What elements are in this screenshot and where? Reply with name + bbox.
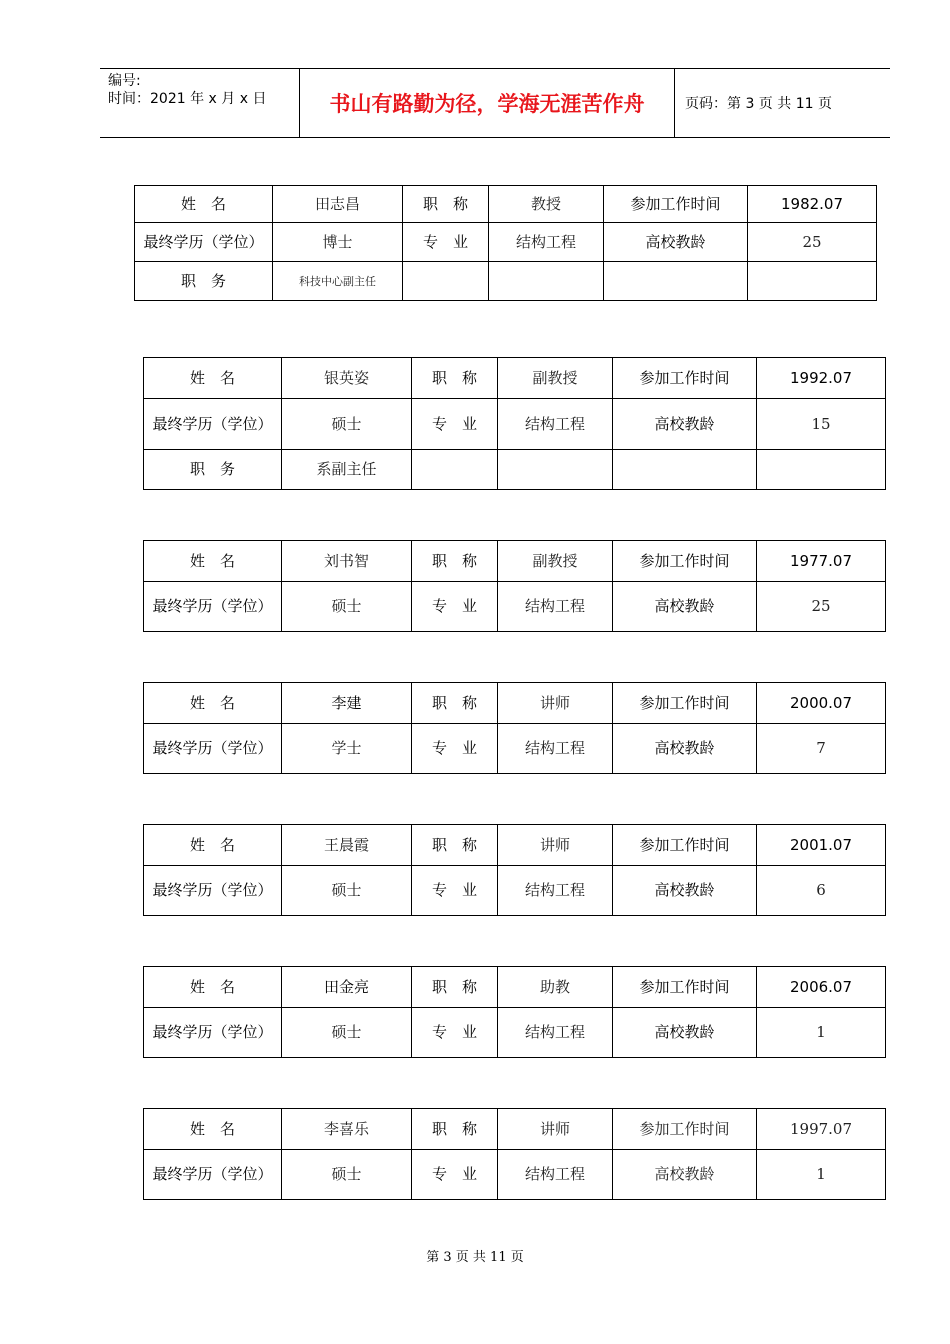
title-label: 职 称	[412, 683, 498, 724]
empty-cell	[489, 262, 604, 301]
work-start-value: 1997.07	[757, 1109, 886, 1150]
degree-label: 最终学历（学位）	[144, 1008, 282, 1058]
teaching-years-value: 1	[757, 1008, 886, 1058]
position-value: 系副主任	[282, 450, 412, 490]
table-row	[144, 724, 886, 774]
header-meta	[100, 69, 300, 137]
table-row	[144, 683, 886, 724]
work-start-value: 2001.07	[757, 825, 886, 866]
degree-value: 博士	[273, 223, 403, 262]
major-value: 结构工程	[498, 724, 613, 774]
degree-value: 硕士	[282, 866, 412, 916]
name-label: 姓 名	[144, 1109, 282, 1150]
position-value: 科技中心副主任	[273, 262, 403, 301]
degree-label: 最终学历（学位）	[144, 724, 282, 774]
staff-table	[143, 682, 886, 774]
teaching-years-label: 高校教龄	[613, 399, 757, 450]
major-value: 结构工程	[498, 1150, 613, 1200]
name-label: 姓 名	[144, 541, 282, 582]
teaching-years-value: 15	[757, 399, 886, 450]
teaching-years-value: 25	[748, 223, 877, 262]
teaching-years-value: 6	[757, 866, 886, 916]
degree-value: 硕士	[282, 582, 412, 632]
staff-table	[143, 966, 886, 1058]
name-value: 李建	[282, 683, 412, 724]
staff-table	[134, 185, 877, 301]
name-value: 刘书智	[282, 541, 412, 582]
name-value: 银英姿	[282, 358, 412, 399]
work-start-label: 参加工作时间	[613, 683, 757, 724]
teaching-years-value: 7	[757, 724, 886, 774]
name-value: 田金亮	[282, 967, 412, 1008]
name-label: 姓 名	[144, 683, 282, 724]
table-row	[135, 223, 877, 262]
table-row	[144, 866, 886, 916]
major-label: 专 业	[412, 399, 498, 450]
table-row	[135, 262, 877, 301]
table-row	[144, 358, 886, 399]
degree-label: 最终学历（学位）	[135, 223, 273, 262]
degree-value: 学士	[282, 724, 412, 774]
table-row	[144, 582, 886, 632]
name-label: 姓 名	[135, 186, 273, 223]
degree-value: 硕士	[282, 399, 412, 450]
teaching-years-label: 高校教龄	[613, 1150, 757, 1200]
major-value: 结构工程	[498, 582, 613, 632]
degree-value: 硕士	[282, 1150, 412, 1200]
major-label: 专 业	[412, 866, 498, 916]
table-row	[144, 967, 886, 1008]
title-label: 职 称	[412, 358, 498, 399]
major-value: 结构工程	[498, 399, 613, 450]
name-value: 李喜乐	[282, 1109, 412, 1150]
major-label: 专 业	[412, 1008, 498, 1058]
title-value: 讲师	[498, 825, 613, 866]
table-row	[144, 825, 886, 866]
name-label: 姓 名	[144, 967, 282, 1008]
header-page-info: 页码：第 3 页 共 11 页	[685, 96, 832, 112]
major-value: 结构工程	[489, 223, 604, 262]
table-row	[144, 541, 886, 582]
work-start-value: 1992.07	[757, 358, 886, 399]
name-label: 姓 名	[144, 825, 282, 866]
title-value: 讲师	[498, 683, 613, 724]
empty-cell	[412, 450, 498, 490]
title-value: 教授	[489, 186, 604, 223]
major-label: 专 业	[412, 582, 498, 632]
work-start-label: 参加工作时间	[613, 825, 757, 866]
degree-value: 硕士	[282, 1008, 412, 1058]
title-value: 助教	[498, 967, 613, 1008]
empty-cell	[498, 450, 613, 490]
name-value: 田志昌	[273, 186, 403, 223]
degree-label: 最终学历（学位）	[144, 582, 282, 632]
teaching-years-label: 高校教龄	[613, 724, 757, 774]
staff-table	[143, 1108, 886, 1200]
work-start-label: 参加工作时间	[613, 358, 757, 399]
work-start-value: 2006.07	[757, 967, 886, 1008]
position-label: 职 务	[144, 450, 282, 490]
page-footer: 第 3 页 共 11 页	[426, 1250, 524, 1265]
title-value: 讲师	[498, 1109, 613, 1150]
empty-cell	[748, 262, 877, 301]
major-label: 专 业	[412, 724, 498, 774]
degree-label: 最终学历（学位）	[144, 866, 282, 916]
position-label: 职 务	[135, 262, 273, 301]
work-start-label: 参加工作时间	[613, 967, 757, 1008]
doc-time-label: 时间：2021 年 x 月 x 日	[108, 91, 267, 107]
major-label: 专 业	[403, 223, 489, 262]
name-label: 姓 名	[144, 358, 282, 399]
work-start-label: 参加工作时间	[613, 1109, 757, 1150]
degree-label: 最终学历（学位）	[144, 1150, 282, 1200]
empty-cell	[757, 450, 886, 490]
name-value: 王晨霞	[282, 825, 412, 866]
table-row	[144, 1008, 886, 1058]
doc-number-label: 编号:	[108, 73, 141, 89]
title-label: 职 称	[412, 541, 498, 582]
teaching-years-value: 25	[757, 582, 886, 632]
major-value: 结构工程	[498, 866, 613, 916]
table-row	[144, 1109, 886, 1150]
work-start-label: 参加工作时间	[604, 186, 748, 223]
major-value: 结构工程	[498, 1008, 613, 1058]
empty-cell	[613, 450, 757, 490]
title-label: 职 称	[412, 967, 498, 1008]
degree-label: 最终学历（学位）	[144, 399, 282, 450]
empty-cell	[604, 262, 748, 301]
work-start-value: 2000.07	[757, 683, 886, 724]
header-motto: 书山有路勤为径，学海无涯苦作舟	[300, 69, 675, 137]
table-row	[144, 399, 886, 450]
staff-table	[143, 824, 886, 916]
work-start-value: 1982.07	[748, 186, 877, 223]
page-header	[100, 68, 890, 138]
work-start-label: 参加工作时间	[613, 541, 757, 582]
teaching-years-value: 1	[757, 1150, 886, 1200]
title-label: 职 称	[403, 186, 489, 223]
title-value: 副教授	[498, 541, 613, 582]
empty-cell	[403, 262, 489, 301]
teaching-years-label: 高校教龄	[604, 223, 748, 262]
teaching-years-label: 高校教龄	[613, 1008, 757, 1058]
staff-table	[143, 357, 886, 490]
title-label: 职 称	[412, 1109, 498, 1150]
table-row	[144, 1150, 886, 1200]
staff-table	[143, 540, 886, 632]
teaching-years-label: 高校教龄	[613, 582, 757, 632]
work-start-value: 1977.07	[757, 541, 886, 582]
title-label: 职 称	[412, 825, 498, 866]
title-value: 副教授	[498, 358, 613, 399]
table-row	[135, 186, 877, 223]
table-row	[144, 450, 886, 490]
teaching-years-label: 高校教龄	[613, 866, 757, 916]
major-label: 专 业	[412, 1150, 498, 1200]
